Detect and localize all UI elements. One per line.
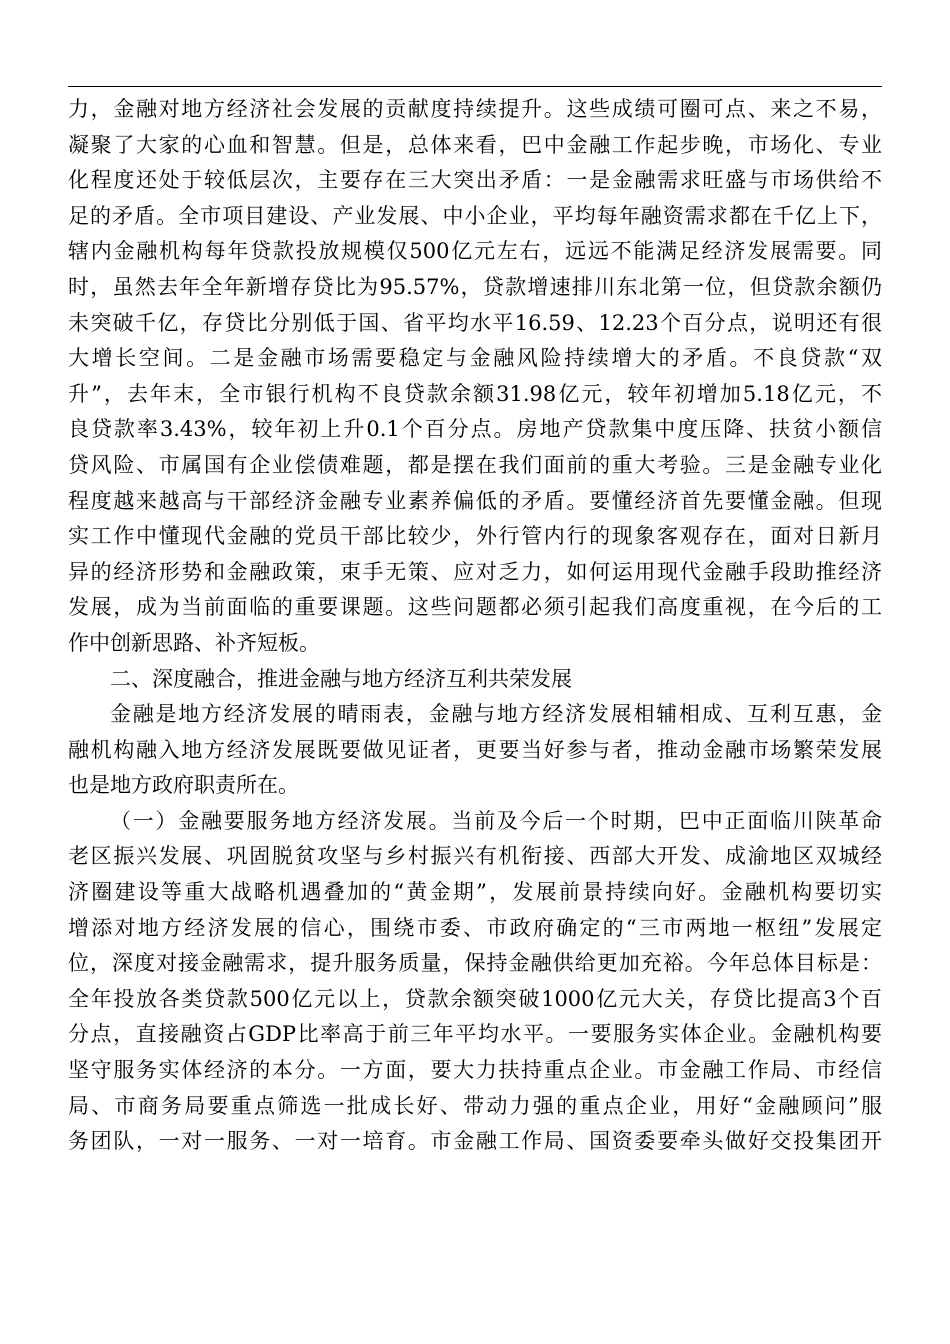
text-line: 融机构融入地方经济发展既要做见证者，更要当好参与者，推动金融市场繁荣发展	[68, 737, 882, 762]
text-line: 程度越来越高与干部经济金融专业素养偏低的矛盾。要懂经济首先要懂金融。但现	[68, 488, 882, 513]
text-line: 务团队，一对一服务、一对一培育。市金融工作局、国资委要牵头做好交投集团开	[68, 1129, 882, 1154]
text-line: 良贷款率3.43%，较年初上升0.1个百分点。房地产贷款集中度压降、扶贫小额信	[68, 417, 882, 442]
section-heading	[68, 662, 882, 698]
text-line: 时，虽然去年全年新增存贷比为95.57%，贷款增速排川东北第一位，但贷款余额仍	[68, 274, 882, 299]
text-line: 二、深度融合，推进金融与地方经济互利共荣发展	[110, 666, 572, 691]
text-line: 老区振兴发展、巩固脱贫攻坚与乡村振兴有机衔接、西部大开发、成渝地区双城经	[68, 844, 882, 869]
paragraph	[68, 804, 882, 1160]
header-rule	[68, 86, 882, 87]
text-line: 位，深度对接金融需求，提升服务质量，保持金融供给更加充裕。今年总体目标是：	[68, 951, 882, 976]
text-line: （一）金融要服务地方经济发展。当前及今后一个时期，巴中正面临川陕革命	[110, 808, 882, 833]
text-line: 作中创新思路、补齐短板。	[68, 630, 320, 655]
text-line: 增添对地方经济发展的信心，围绕市委、市政府确定的“三市两地一枢纽”发展定	[68, 915, 882, 940]
text-line: 辖内金融机构每年贷款投放规模仅500亿元左右，远远不能满足经济发展需要。同	[68, 239, 882, 264]
text-line: 局、市商务局要重点筛选一批成长好、带动力强的重点企业，用好“金融顾问”服	[68, 1093, 882, 1118]
paragraph	[68, 92, 882, 662]
text-line: 也是地方政府职责所在。	[68, 773, 299, 798]
text-line: 力，金融对地方经济社会发展的贡献度持续提升。这些成绩可圈可点、来之不易，	[68, 97, 882, 121]
text-line: 未突破千亿，存贷比分别低于国、省平均水平16.59、12.23个百分点，说明还有很	[68, 310, 882, 335]
text-line: 异的经济形势和金融政策，束手无策、应对乏力，如何运用现代金融手段助推经济	[68, 559, 882, 584]
text-line: 升”，去年末，全市银行机构不良贷款余额31.98亿元，较年初增加5.18亿元，不	[68, 381, 882, 406]
text-line: 贷风险、市属国有企业偿债难题，都是摆在我们面前的重大考验。三是金融专业化	[68, 452, 882, 477]
text-line: 足的矛盾。全市项目建设、产业发展、中小企业，平均每年融资需求都在千亿上下，	[68, 203, 882, 228]
text-line: 全年投放各类贷款500亿元以上，贷款余额突破1000亿元大关，存贷比提高3个百	[68, 986, 882, 1011]
text-line: 分点，直接融资占GDP比率高于前三年平均水平。一要服务实体企业。金融机构要	[68, 1022, 882, 1047]
document-body	[68, 92, 882, 1160]
text-line: 发展，成为当前面临的重要课题。这些问题都必须引起我们高度重视，在今后的工	[68, 595, 882, 620]
text-line: 济圈建设等重大战略机遇叠加的“黄金期”，发展前景持续向好。金融机构要切实	[68, 880, 882, 905]
text-line: 凝聚了大家的心血和智慧。但是，总体来看，巴中金融工作起步晚，市场化、专业	[68, 132, 882, 157]
text-line: 大增长空间。二是金融市场需要稳定与金融风险持续增大的矛盾。不良贷款“双	[68, 346, 882, 371]
text-line: 金融是地方经济发展的晴雨表，金融与地方经济发展相辅相成、互利互惠，金	[110, 702, 882, 727]
text-line: 化程度还处于较低层次，主要存在三大突出矛盾：一是金融需求旺盛与市场供给不	[68, 168, 882, 193]
text-line: 坚守服务实体经济的本分。一方面，要大力扶持重点企业。市金融工作局、市经信	[68, 1058, 882, 1083]
paragraph	[68, 697, 882, 804]
text-line: 实工作中懂现代金融的党员干部比较少，外行管内行的现象客观存在，面对日新月	[68, 524, 882, 549]
